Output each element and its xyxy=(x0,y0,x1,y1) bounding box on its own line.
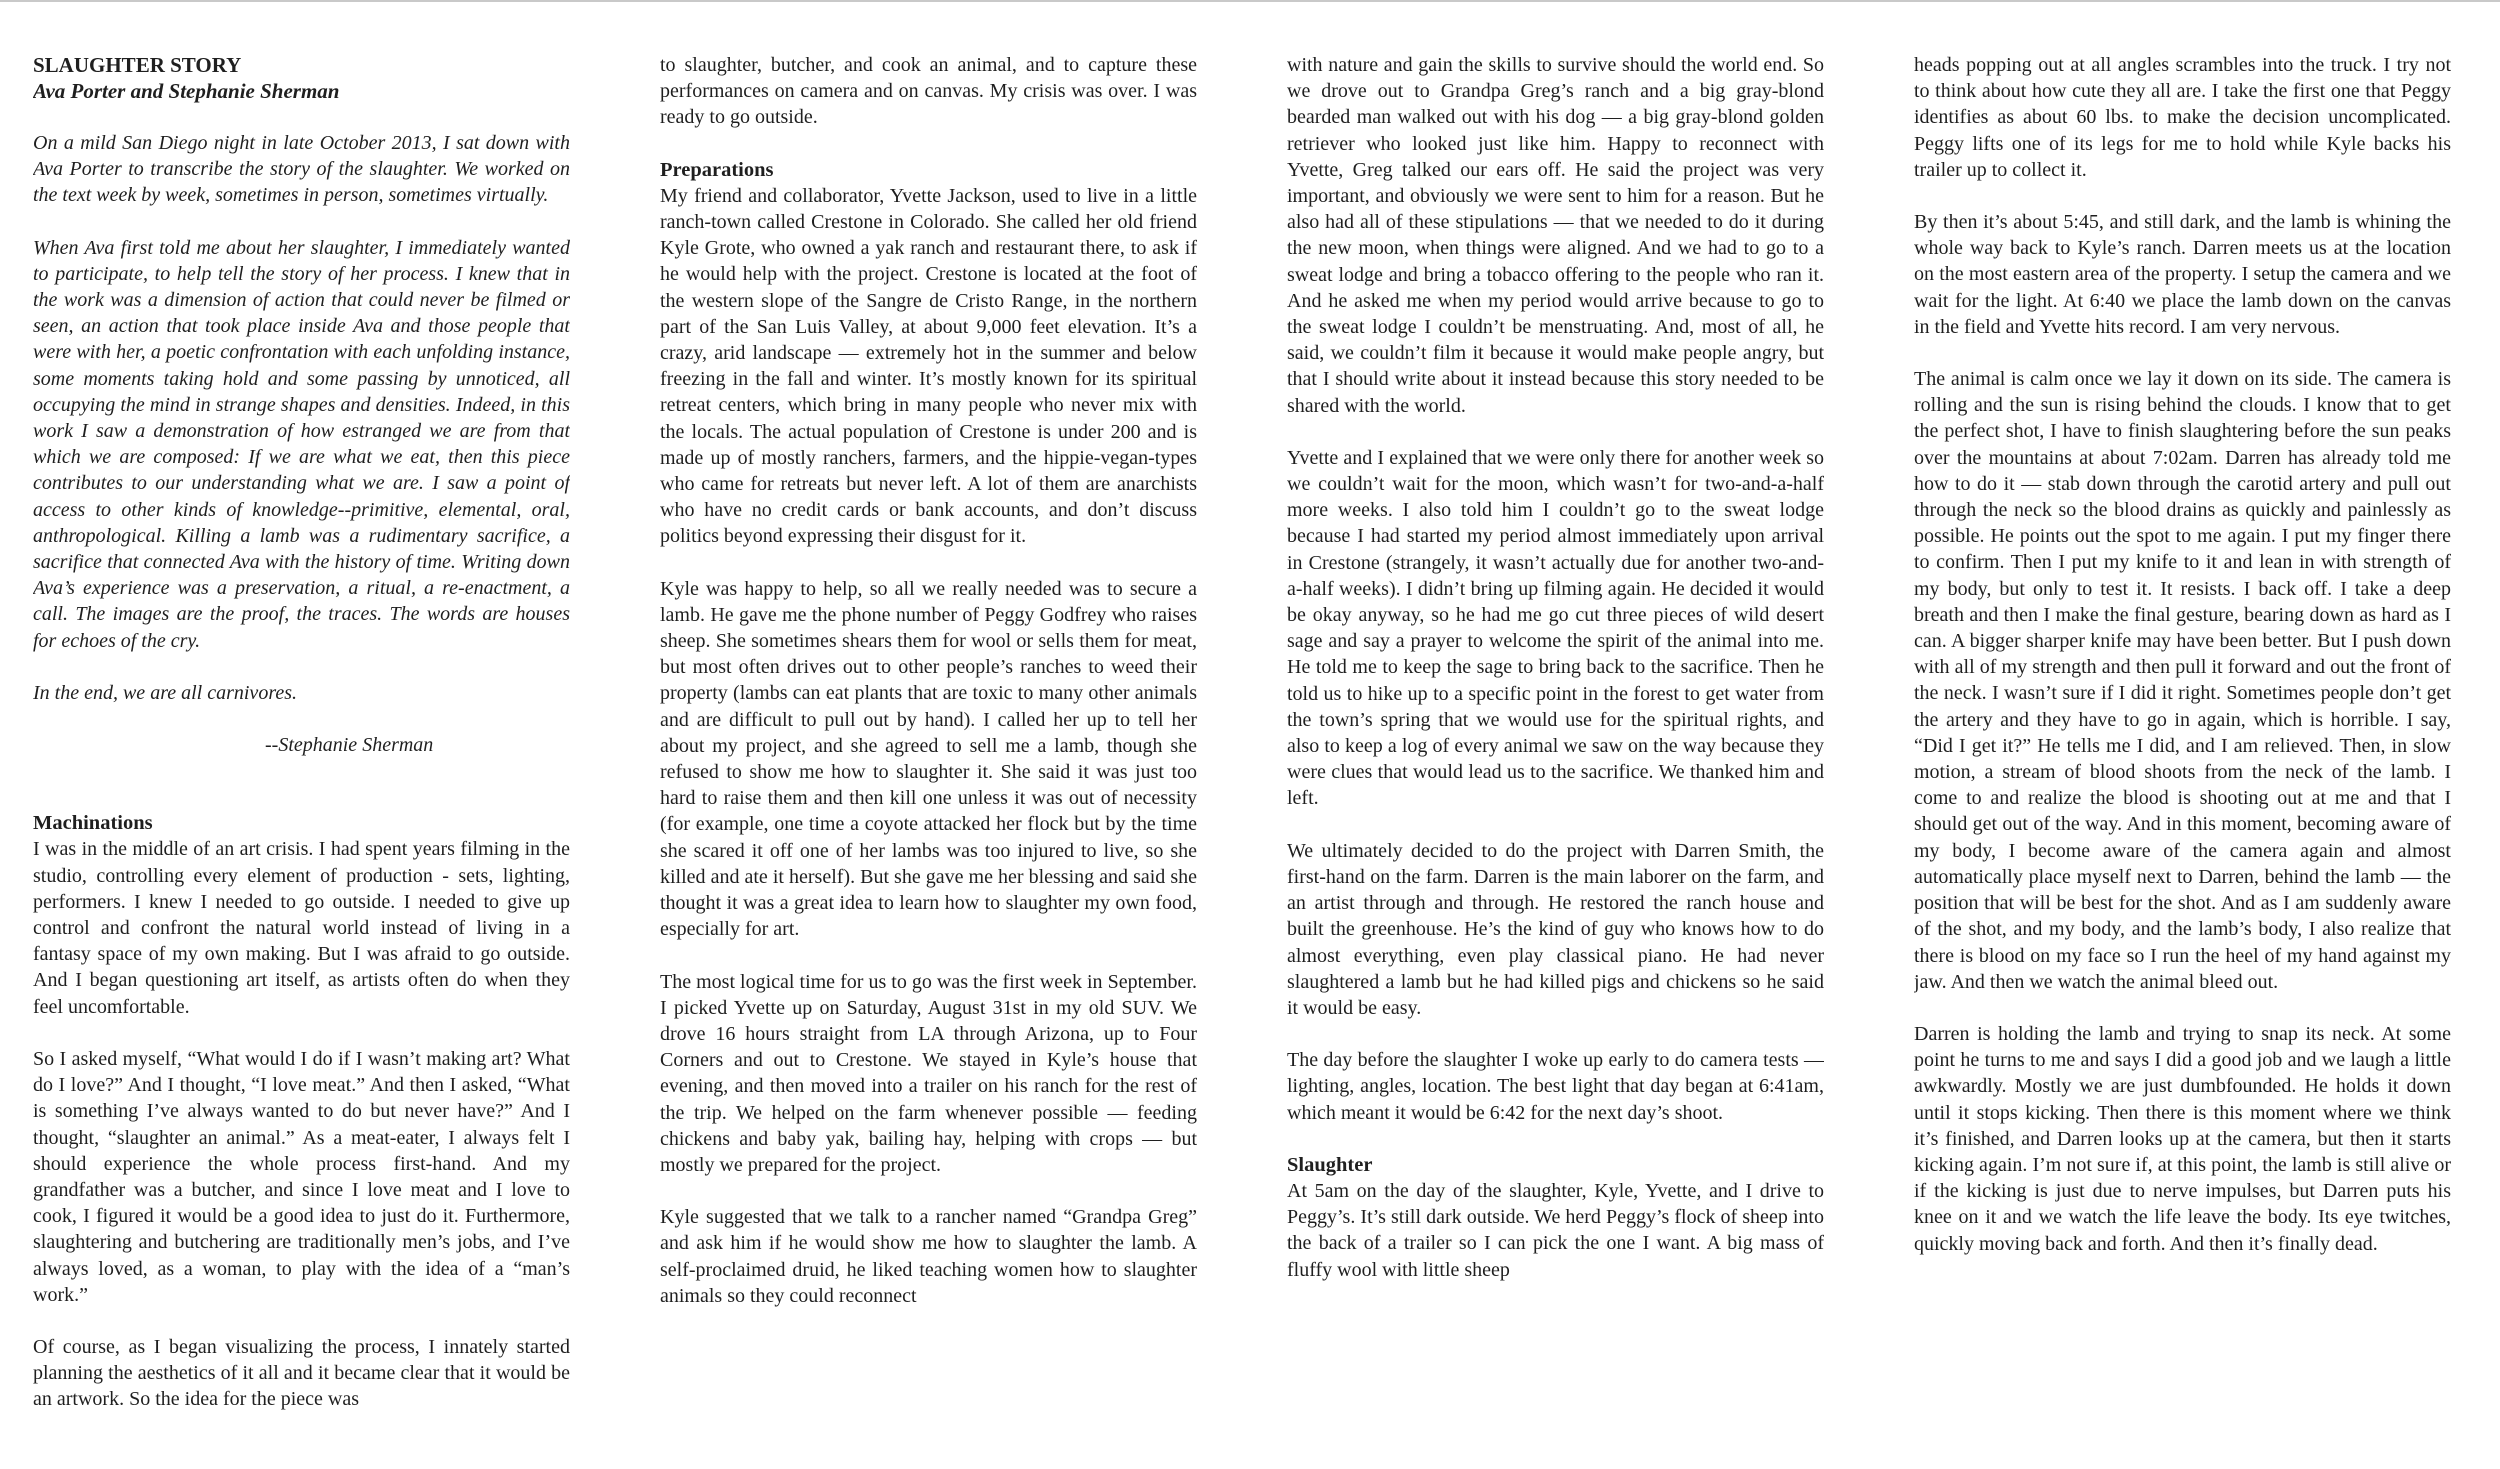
intro-paragraph-3: In the end, we are all carnivores. xyxy=(33,681,298,704)
intro-paragraph-2: When Ava first told me about her slaughter, I immediately wanted to participate, to help tell the story of her process. I knew that in the work was a dimension of action that could never be filmed or seen, an action that took place inside Ava and those people that were with her, a poetic confrontation with each unfolding instance, some moments taking hold and some passing by unnoticed, all occupying the mind in strange shapes and densities. Indeed, in this work I saw a demonstration of how estranged we are from that which we are composed: If we are what we eat, then this piece contributes to our understanding what we are. I saw a point of access to other kinds of knowledge--primitive, elemental, oral, anthropological. Killing a lamb was a rudimentary sacrifice, a sacrifice that connected Ava with the history of time. Writing down Ava’s experience was a preservation, a ritual, a re-enactment, a call. The images are the proof, the traces. The words are houses for echoes of the cry. xyxy=(33,236,570,652)
document-title: SLAUGHTER STORY xyxy=(33,53,242,77)
column-4 xyxy=(1914,52,2451,1452)
top-border xyxy=(0,0,2500,2)
body-paragraph: Darren is holding the lamb and trying to snap its neck. At some point he turns to me and says I did a good job and we laugh a little awkwardly. Mostly we are just dumbfounded. He holds it down until it stops kicking. Then there is this moment where we think it’s finished, and Darren looks up at the camera, but then it starts kicking again. I’m not sure if, at this point, the lamb is still alive or if the kicking is just due to nerve impulses, but Darren puts his knee on it and we watch the life leave the body. Its eye twitches, quickly moving back and forth. And then it’s finally dead. xyxy=(1914,1022,2451,1255)
body-paragraph: The animal is calm once we lay it down on its side. The camera is rolling and the sun is rising behind the clouds. I know that to get the perfect shot, I have to finish slaughtering before the sun peaks over the mountains at about 7:02am. Darren has already told me how to do it — stab down through the carotid artery and pull out through the neck so the blood drains as quickly and painlessly as possible. He points out the spot to me again. I put my finger there to confirm. Then I put my knife to it and lean in with strength of my body, but only to test it. It resists. I back off. I take a deep breath and then I make the final gesture, bearing down as hard as I can. A bigger sharper knife may have been better. But I push down with all of my strength and then pull it forward and out the front of the neck. I wasn’t sure if I did it right. Sometimes people don’t get the artery and they have to go in again, which is horrible. I say, “Did I get it?” He tells me I did, and I am relieved. Then, in slow motion, a stream of blood shoots from the neck of the lamb. I come to and realize the blood is shooting out at me and that I should get out of the way. And in this moment, becoming aware of my body, I become aware of the camera again and almost automatically place myself next to Darren, behind the lamb — the position that will be best for the shot. And as I am suddenly aware of the shot, and my body, and the lamb’s body, I also realize that there is blood on my face so I run the heel of my hand against my jaw. And then we watch the animal bleed out. xyxy=(1914,368,2451,993)
section-heading-machinations: Machinations xyxy=(33,812,153,835)
body-paragraph: The most logical time for us to go was the first week in September. I picked Yvette up on Saturday, August 31st in my old SUV. We drove 16 hours straight from LA through Arizona, up to Four Corners and out to Crestone. We stayed in Kyle’s house that evening, and then moved into a trailer on his ranch for the rest of the trip. We helped on the farm whenever possible — feeding chickens and baby yak, bailing hay, helping with crops — but mostly we prepared for the project. xyxy=(660,970,1197,1176)
body-paragraph: Yvette and I explained that we were only there for another week so we couldn’t wait for the moon, which wasn’t for two-and-a-half more weeks. I also told him I couldn’t go to the sweat lodge because I had started my period almost immediately upon arrival in Crestone (strangely, it wasn’t actually due for another two-and-a-half weeks). I didn’t bring up filming again. He decided it would be okay anyway, so he had me go cut three pieces of wild desert sage and say a prayer to welcome the spirit of the animal into me. He told me to keep the sage to bring back to the sacrifice. Then he told us to hike up to a specific point in the forest to get water from the town’s spring that we would use for the spiritual rights, and also to keep a log of every animal we saw on the way because they were clues that would lead us to the sacrifice. We thanked him and left. xyxy=(1287,446,1824,810)
body-paragraph: Kyle was happy to help, so all we really needed was to secure a lamb. He gave me the phone number of Peggy Godfrey who raises sheep. She sometimes shears them for wool or sells them for meat, but most often drives out to other people’s ranches to weed their property (lambs can eat plants that are toxic to many other animals and are difficult to pull out by hand). I called her up to tell her about my project, and she agreed to sell me a lamb, though she refused to show me how to slaughter it. She said it was just too hard to raise them and then kill one unless it was out of necessity (for example, one time a coyote attacked her flock but by the time she scared it off one of her lambs was too injured to live, so she killed and ate it herself). But she gave me her blessing and said she thought it was a great idea to learn how to slaughter my own food, especially for art. xyxy=(660,577,1197,941)
body-paragraph: Kyle suggested that we talk to a rancher named “Grandpa Greg” and ask him if he would show me how to slaughter the lamb. A self-proclaimed druid, he liked teaching women how to slaughter animals so they could reconnect xyxy=(660,1206,1197,1307)
body-paragraph: heads popping out at all angles scrambles into the truck. I try not to think about how cute they all are. I take the first one that Peggy identifies as about 60 lbs. to make the decision uncomplicated. Peggy lifts one of its legs for me to hold while Kyle backs his trailer up to collect it. xyxy=(1914,54,2451,181)
intro-signature: --Stephanie Sherman xyxy=(265,734,434,757)
body-paragraph: with nature and gain the skills to survive should the world end. So we drove out to Grandpa Greg’s ranch and a big gray-blond bearded man walked out with his dog — a big gray-blond golden retriever who looked just like him. Happy to reconnect with Yvette, Greg talked our ears off. He said the project was very important, and obviously we were sent to him for a reason. But he also had all of these stipulations — that we needed to do it during the new moon, when things were aligned. And we had to go to a sweat lodge and bring a tobacco offering to the people who ran it. And he asked me when my period would arrive because to go to the sweat lodge I couldn’t be menstruating. And, most of all, he said, we couldn’t film it because it would make people angry, but that I should write about it instead because this story needed to be shared with the world. xyxy=(1287,54,1824,417)
intro-paragraph-1: On a mild San Diego night in late October 2013, I sat down with Ava Porter to transcribe the story of the slaughter. We worked on the text week by week, sometimes in person, sometimes virtually. xyxy=(33,132,570,207)
body-paragraph: So I asked myself, “What would I do if I wasn’t making art? What do I love?” And I thought, “I love meat.” And then I asked, “What is something I’ve always wanted to do but never have?” And I thought, “slaughter an animal.” As a meat-eater, I always felt I should experience the whole process first-hand. And my grandfather was a butcher, and since I love meat and I love to cook, I figured it would be a good idea to just do it. Furthermore, slaughtering and butchering are traditionally men’s jobs, and I’ve always loved, as a woman, to play with the idea of a “man’s work.” xyxy=(33,1047,570,1306)
body-paragraph: I was in the middle of an art crisis. I had spent years filming in the studio, controlling every element of production - sets, lighting, performers. I knew I needed to go outside. I needed to give up control and confront the natural world instead of living in a fantasy space of my own making. But I was afraid to go outside. And I began questioning art itself, as artists often do when they feel uncomfortable. xyxy=(33,838,570,1018)
body-paragraph: The day before the slaughter I woke up early to do camera tests — lighting, angles, location. The best light that day began at 6:41am, which meant it would be 6:42 for the next day’s shoot. xyxy=(1287,1049,1824,1124)
body-paragraph: At 5am on the day of the slaughter, Kyle, Yvette, and I drive to Peggy’s. It’s still dark outside. We herd Peggy’s flock of sheep into the back of a trailer so I can pick the one I want. A big mass of fluffy wool with little sheep xyxy=(1287,1179,1824,1281)
document-byline: Ava Porter and Stephanie Sherman xyxy=(33,79,340,103)
body-paragraph: to slaughter, butcher, and cook an animal, and to capture these performances on camera and on canvas. My crisis was over. I was ready to go outside. xyxy=(660,54,1197,129)
column-3 xyxy=(1287,52,1824,1452)
section-heading-slaughter: Slaughter xyxy=(1287,1153,1373,1176)
column-1 xyxy=(33,52,570,1452)
column-2 xyxy=(660,52,1197,1452)
body-paragraph: Of course, as I began visualizing the process, I innately started planning the aesthetics of it all and it became clear that it would be an artwork. So the idea for the piece was xyxy=(33,1335,570,1411)
section-heading-preparations: Preparations xyxy=(660,158,774,181)
document-page xyxy=(33,52,2475,1452)
body-paragraph: We ultimately decided to do the project with Darren Smith, the first-hand on the farm. Darren is the main laborer on the farm, and an artist through and through. He restored the ranch house and built the greenhouse. He’s the kind of guy who knows how to do almost everything, even play classical piano. He had never slaughtered a lamb but he had killed pigs and chickens so he said it would be easy. xyxy=(1287,839,1824,1019)
body-paragraph: By then it’s about 5:45, and still dark, and the lamb is whining the whole way back to Kyle’s ranch. Darren meets us at the location on the most eastern area of the property. I setup the camera and we wait for the light. At 6:40 we place the lamb down on the canvas in the field and Yvette hits record. I am very nervous. xyxy=(1914,211,2451,338)
body-paragraph: My friend and collaborator, Yvette Jackson, used to live in a little ranch-town called Crestone in Colorado. She called her old friend Kyle Grote, who owned a yak ranch and restaurant there, to ask if he would help with the project. Crestone is located at the foot of the western slope of the Sangre de Cristo Range, in the northern part of the San Luis Valley, at about 9,000 feet elevation. It’s a crazy, arid landscape — extremely hot in the summer and below freezing in the fall and winter. It’s mostly known for its spiritual retreat centers, which bring in many people who never mix with the locals. The actual population of Crestone is under 200 and is made up of mostly ranchers, farmers, and the hippie-vegan-types who came for retreats but never left. A lot of them are anarchists who have no credit cards or bank accounts, and don’t discuss politics beyond expressing their disgust for it. xyxy=(660,184,1197,548)
